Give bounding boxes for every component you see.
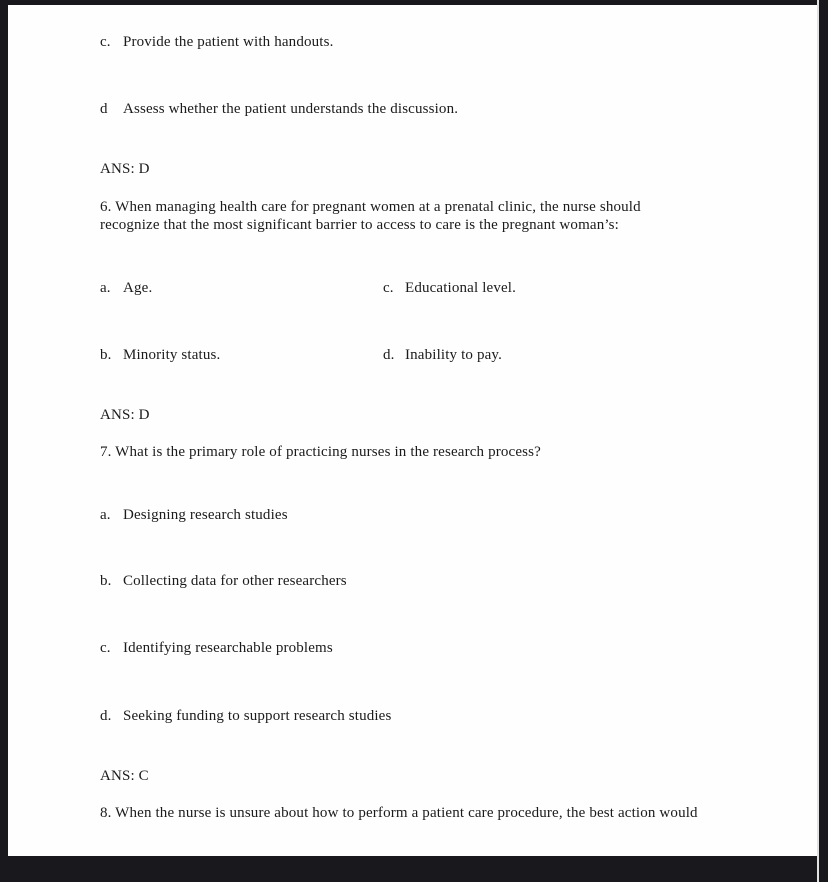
option-row-c — [100, 639, 333, 657]
option-row-a — [100, 506, 288, 524]
option-text: Collecting data for other researchers — [123, 573, 347, 589]
question-6-text-line-1: 6. When managing health care for pregnant women at a prenatal clinic, the nurse should — [100, 199, 641, 215]
question-8-text: 8. When the nurse is unsure about how to perform a patient care procedure, the best action would — [100, 805, 698, 821]
option-text: Provide the patient with handouts. — [123, 34, 334, 50]
left-border — [0, 0, 8, 882]
option-letter: c. — [100, 640, 111, 656]
option-row-b — [100, 572, 347, 590]
top-border — [0, 0, 828, 5]
option-letter: a. — [100, 280, 111, 296]
option-text: Seeking funding to support research studies — [123, 708, 392, 724]
option-row-c — [100, 33, 334, 51]
option-row-a-c — [100, 279, 516, 297]
option-text: Educational level. — [405, 280, 516, 296]
option-letter: b. — [100, 347, 112, 363]
option-text: Inability to pay. — [405, 347, 502, 363]
option-letter: b. — [100, 573, 112, 589]
bottom-border — [0, 856, 828, 882]
option-letter: d. — [383, 347, 395, 363]
question-6-text-line-2: recognize that the most significant barrier to access to care is the pregnant woman’s: — [100, 217, 619, 233]
option-column-2 — [383, 346, 502, 364]
option-letter: a. — [100, 507, 111, 523]
option-text: Age. — [123, 280, 153, 296]
option-row-b-d — [100, 346, 502, 364]
question-7-text: 7. What is the primary role of practicing nurses in the research process? — [100, 444, 541, 460]
option-text: Minority status. — [123, 347, 221, 363]
option-letter: c. — [383, 280, 394, 296]
option-column-2 — [383, 279, 516, 297]
right-border — [819, 0, 828, 882]
option-text: Designing research studies — [123, 507, 288, 523]
option-letter: d. — [100, 708, 112, 724]
answer-line: ANS: C — [100, 768, 149, 784]
option-row-d — [100, 100, 458, 118]
option-row-d — [100, 707, 391, 725]
option-text: Assess whether the patient understands the discussion. — [123, 101, 459, 117]
answer-line: ANS: D — [100, 407, 150, 423]
option-text: Identifying researchable problems — [123, 640, 333, 656]
answer-line: ANS: D — [100, 161, 150, 177]
option-letter: d — [100, 101, 108, 117]
option-letter: c. — [100, 34, 111, 50]
